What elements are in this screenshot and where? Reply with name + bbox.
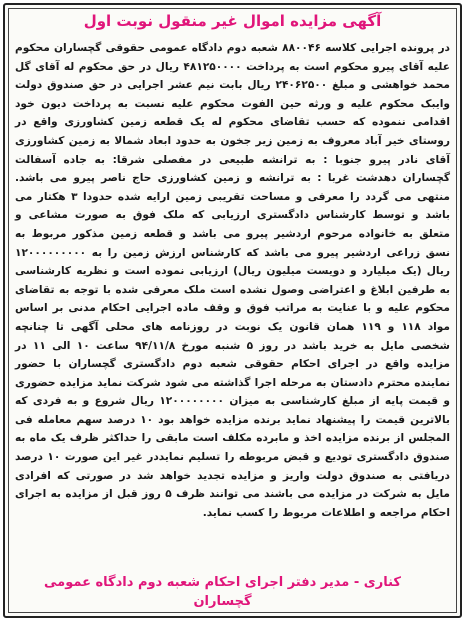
notice-signature (15, 573, 430, 611)
signature-line-2: گچساران (193, 594, 252, 609)
signature-line-1: کناری - مدیر دفتر اجرای احکام شعبه دوم دادگاه عمومی (44, 575, 401, 590)
notice-frame (3, 3, 462, 618)
notice-body: در پرونده اجرایی کلاسه ۸۸۰۰۴۶ شعبه دوم دادگاه عمومی حقوقی گچساران محکوم علیه آقای پیرو محکوم است به پرداخت ۴۸۱۲۵۰۰۰۰ ریال در حق محکوم له آقای گل محمد خواهشی و مبلغ ۲۴۰۶۲۵۰۰ ریال بابت نیم عشر اجرایی در حق صندوق دولت وایبک محکوم علیه و ورثه حین الفوت محکوم علیه نسبت به پرداخت دیون خود اقدامی ننموده که حسب تقاضای محکوم له یک قطعه زمین کشاورزی واقع در روستای خیر آباد معروف به زمین زیر جخون به حدود ابعاد شمالا به زمین کشاورزی آقای نادر پیرو جنوبا : به ترانشه طبیعی در مفصلی شرقا: به جاده آسفالت گچساران دهدشت غربا : به ترانشه و زمین کشاورزی حاج ناصر پیرو می باشد. منتهی می گردد را معرفی و مساحت تقریبی زمین ارایه شده حدودا ۳ هکتار می باشد و توسط کارشناس دادگستری ارزیابی که ملک فوق به صورت مشاعی و متعلق به خانواده مرحوم اردشیر پیرو می باشد و قطعه زمین مذکور مربوط به نسق زراعی اردشیر پیرو می باشد که کارشناس ارزش زمین را به ۱۲۰۰۰۰۰۰۰۰۰ ریال (یک میلیارد و دویست میلیون ریال) ارزیابی نموده است و نظریه کارشناسی به طرفین ابلاغ و اعتراضی وصول نشده است ملک معرفی شده با توجه به تقاضای محکوم علیه و با عنایت به مراتب فوق و وقف ماده اجرایی احکام مدنی بر اساس مواد ۱۱۸ و ۱۱۹ همان قانون یک نوبت در روزنامه های محلی آگهی تا چنانچه شخصی مایل به خرید باشد در روز ۵ شنبه مورخ ۹۴/۱۱/۸ ساعت ۱۰ الی ۱۱ در مزایده واقع در اجرای احکام حقوقی شعبه دوم دادگستری گچساران با حضور نماینده محترم دادستان به مرحله اجرا گذاشته می شود شرکت نماید مزایده حضوری و قیمت پایه از مبلغ کارشناسی به میزان ۱۲۰۰۰۰۰۰۰۰ ریال شروع و به فردی که بالاترین قیمت را پیشنهاد نماید برنده مزایده خواهد بود ۱۰ درصد سهم معامله فی المجلس از برنده مزایده اخذ و مابرده مکلف است مابقی را حداکثر ظرف یک ماه به صندوق دادگستری تودیع و قبض مربوطه را تسلیم نمایددر غیر این صورت ۱۰ درصد دریافتی به صندوق دولت واریز و مزایده تجدید خواهد شد در صورتی که افرادی مایل به شرکت در مزایده می باشند می توانند ظرف ۵ روز قبل از مزایده به اجرای احکام مراجعه و اطلاعات مربوط را کسب نماید. (15, 42, 451, 519)
notice-title: آگهی مزایده اموال غیر منقول نوبت اول (83, 12, 382, 30)
